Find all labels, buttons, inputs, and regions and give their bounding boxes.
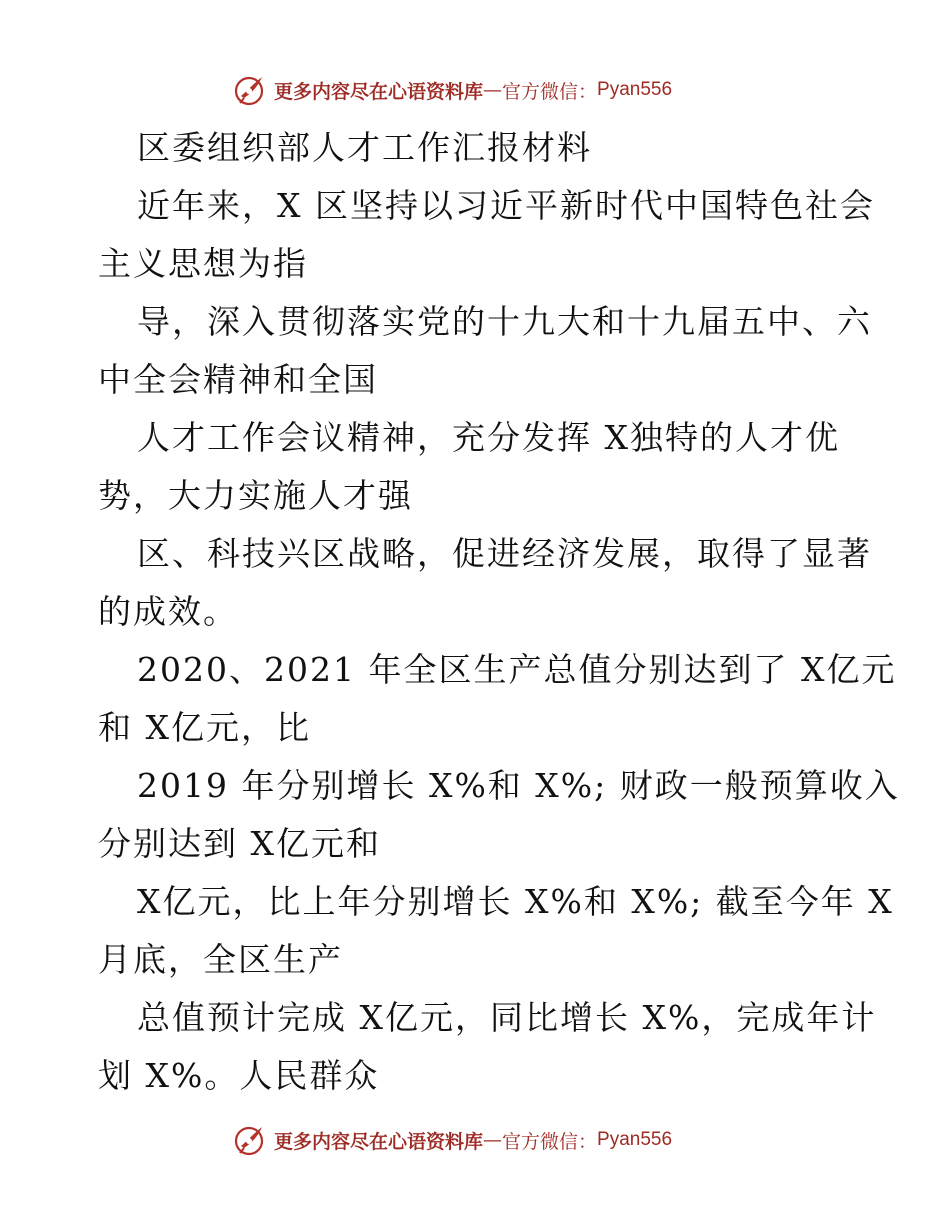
body-line: 导，深入贯彻落实党的十九大和十九届五中、六 bbox=[137, 302, 872, 341]
body-line: 和 X亿元，比 bbox=[98, 708, 311, 747]
quill-logo-icon bbox=[232, 72, 268, 108]
body-line: 分别达到 X亿元和 bbox=[98, 824, 381, 863]
body-line: 2020、2021 年全区生产总值分别达到了 X亿元 bbox=[137, 650, 897, 689]
watermark-account-id: Pyan556 bbox=[597, 79, 673, 100]
body-line: 中全会精神和全国 bbox=[98, 360, 378, 399]
body-line: 2019 年分别增长 X%和 X%; 财政一般预算收入 bbox=[137, 766, 900, 805]
body-line: 近年来，X 区坚持以习近平新时代中国特色社会 bbox=[137, 186, 875, 225]
watermark-account-label: 官方微信： bbox=[502, 80, 598, 103]
body-line: X亿元，比上年分别增长 X%和 X%; 截至今年 X bbox=[137, 882, 894, 921]
quill-logo-icon bbox=[232, 1122, 268, 1158]
watermark-text: 更多内容尽在心语资料库 bbox=[274, 80, 484, 103]
watermark-text: 更多内容尽在心语资料库 bbox=[274, 1130, 484, 1153]
watermark-account-label: 官方微信： bbox=[502, 1130, 598, 1153]
footer-watermark bbox=[232, 1122, 672, 1158]
body-line: 人才工作会议精神，充分发挥 X独特的人才优 bbox=[137, 418, 840, 457]
body-line: 区、科技兴区战略，促进经济发展，取得了显著 bbox=[137, 534, 872, 573]
document-title: 区委组织部人才工作汇报材料 bbox=[137, 128, 592, 167]
body-line: 月底，全区生产 bbox=[98, 940, 343, 979]
body-line: 总值预计完成 X亿元，同比增长 X%，完成年计 bbox=[137, 998, 877, 1037]
header-watermark bbox=[232, 72, 672, 108]
body-line: 势，大力实施人才强 bbox=[98, 476, 413, 515]
body-line: 主义思想为指 bbox=[98, 244, 308, 283]
watermark-separator: — bbox=[483, 79, 503, 101]
body-line: 划 X%。人民群众 bbox=[98, 1056, 380, 1095]
body-line: 的成效。 bbox=[98, 592, 238, 631]
watermark-account-id: Pyan556 bbox=[597, 1129, 673, 1150]
watermark-separator: — bbox=[483, 1129, 503, 1151]
